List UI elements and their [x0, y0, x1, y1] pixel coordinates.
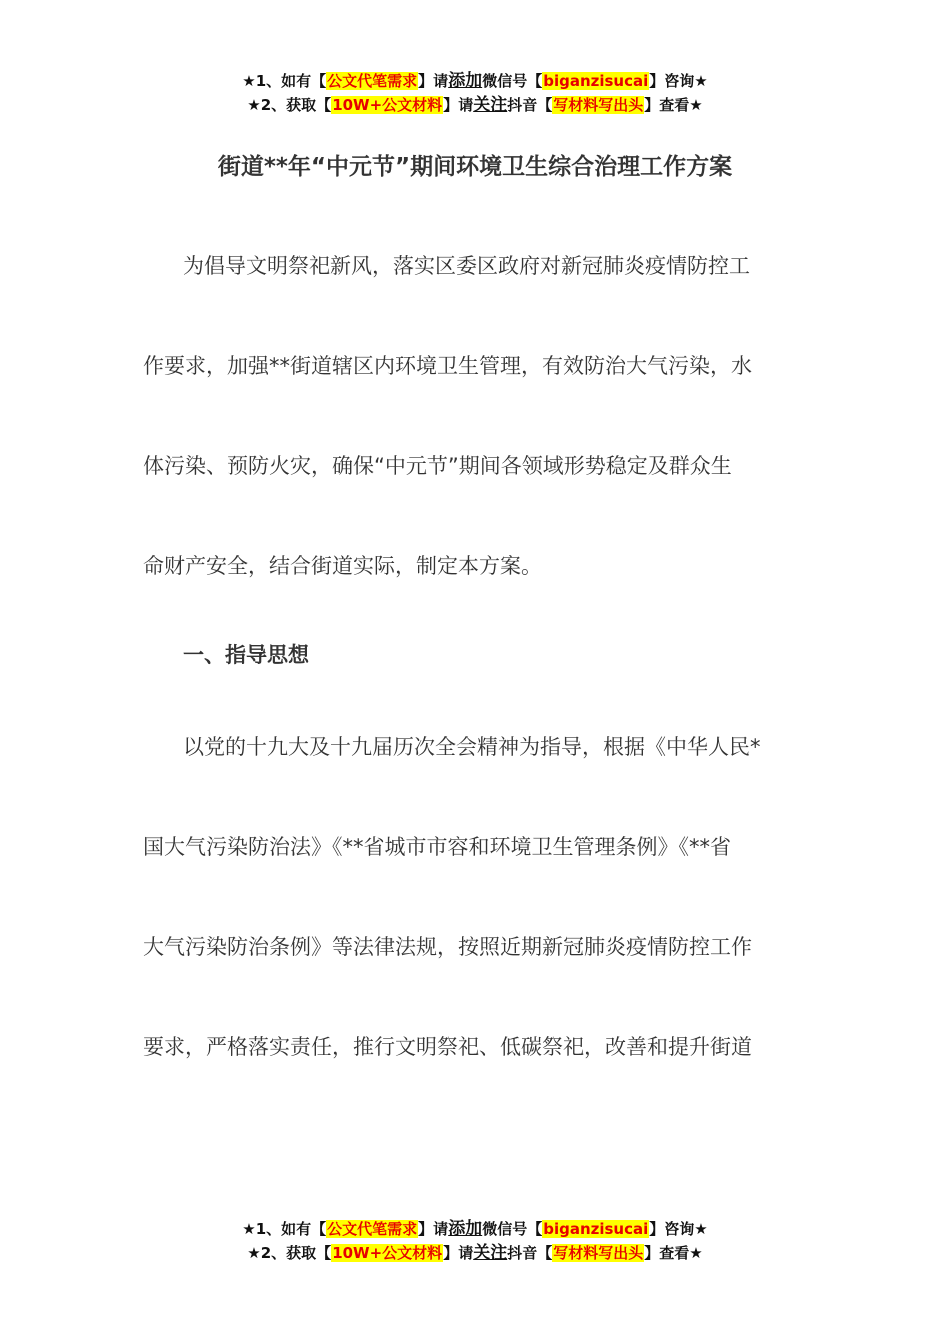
- paragraph-intro: [143, 216, 807, 616]
- paragraph-line: 要求，严格落实责任，推行文明祭祀、低碳祭祀，改善和提升街道: [143, 1035, 752, 1059]
- paragraph-line: 体污染、预防火灾，确保“中元节”期间各领域形势稳定及群众生: [143, 454, 732, 478]
- document-title: 街道**年“中元节”期间环境卫生综合治理工作方案: [217, 154, 733, 180]
- highlight-service: 公文代笔需求: [327, 72, 418, 90]
- paragraph-guiding-thought: [143, 697, 807, 1097]
- highlight-douyin: 写材料写出头: [553, 1244, 644, 1262]
- paragraph-line: 大气污染防治条例》等法律法规，按照近期新冠肺炎疫情防控工作: [143, 935, 752, 959]
- highlight-wechat-id: biganzisucai: [543, 1220, 649, 1238]
- paragraph-line: 国大气污染防治法》《**省城市市容和环境卫生管理条例》《**省: [143, 835, 731, 859]
- highlight-wechat-id: biganzisucai: [543, 72, 649, 90]
- banner-line-1: ★1、如有【公文代笔需求】请添加微信号【biganzisucai】咨询★: [242, 1219, 708, 1239]
- bottom-banner: [0, 1217, 950, 1265]
- highlight-materials: 10W+公文材料: [332, 1244, 443, 1262]
- banner-line-2: ★2、获取【10W+公文材料】请关注抖音【写材料写出头】查看★: [247, 1243, 703, 1263]
- top-banner: [0, 69, 950, 117]
- section-heading-guiding-thought: 一、指导思想: [183, 643, 309, 667]
- highlight-service: 公文代笔需求: [327, 1220, 418, 1238]
- paragraph-line: 作要求，加强**街道辖区内环境卫生管理，有效防治大气污染，水: [143, 354, 752, 378]
- paragraph-line: 命财产安全，结合街道实际，制定本方案。: [143, 554, 542, 578]
- paragraph-line: 为倡导文明祭祀新风，落实区委区政府对新冠肺炎疫情防控工: [183, 254, 750, 278]
- highlight-materials: 10W+公文材料: [332, 96, 443, 114]
- banner-line-2: ★2、获取【10W+公文材料】请关注抖音【写材料写出头】查看★: [247, 95, 703, 115]
- highlight-douyin: 写材料写出头: [553, 96, 644, 114]
- banner-line-1: ★1、如有【公文代笔需求】请添加微信号【biganzisucai】咨询★: [242, 71, 708, 91]
- paragraph-line: 以党的十九大及十九届历次全会精神为指导，根据《中华人民*: [183, 735, 761, 759]
